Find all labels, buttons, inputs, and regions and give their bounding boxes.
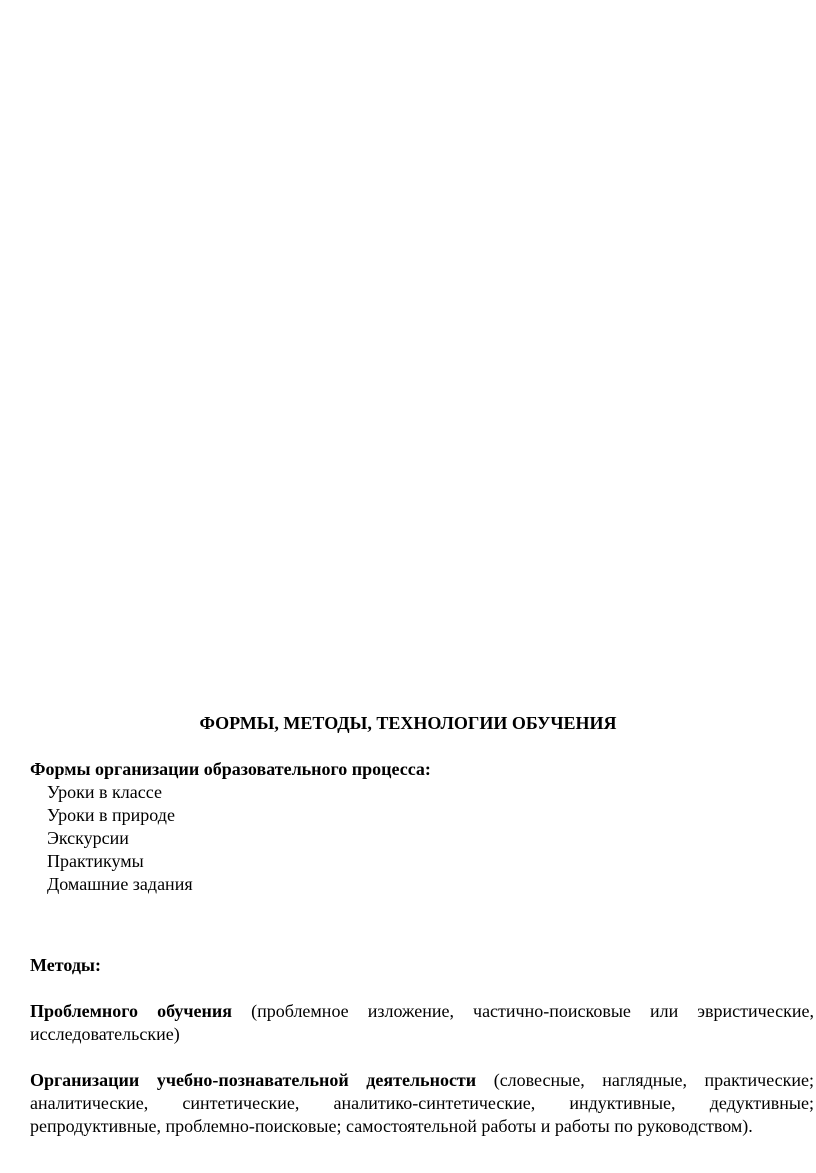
list-item: Уроки в природе bbox=[47, 805, 175, 825]
page-title: ФОРМЫ, МЕТОДЫ, ТЕХНОЛОГИИ ОБУЧЕНИЯ bbox=[199, 713, 617, 733]
forms-heading: Формы организации образовательного процесса: bbox=[30, 759, 431, 779]
document-body bbox=[30, 758, 814, 1138]
list-item: Домашние задания bbox=[47, 874, 193, 894]
method-description: (словесные, наглядные, практические; аналитические, синтетические, аналитико-синтетические, индуктивные, дедуктивные; репродуктивные, проблемно-поисковые; самостоятельной работы и работы по руководством). bbox=[30, 1070, 814, 1136]
forms-list bbox=[30, 781, 814, 896]
list-item: Уроки в классе bbox=[47, 782, 162, 802]
method-title: Проблемного обучения bbox=[30, 1001, 233, 1021]
method-title: Организации учебно-познавательной деятельности bbox=[30, 1070, 477, 1090]
method-description: (проблемное изложение, частично-поисковые или эвристические, исследовательские) bbox=[30, 1001, 814, 1044]
list-item: Практикумы bbox=[47, 851, 144, 871]
method-paragraph-problem-learning bbox=[30, 1000, 814, 1046]
methods-heading: Методы: bbox=[30, 955, 101, 975]
list-item: Экскурсии bbox=[47, 828, 129, 848]
method-paragraph-cognitive-activity bbox=[30, 1069, 814, 1138]
